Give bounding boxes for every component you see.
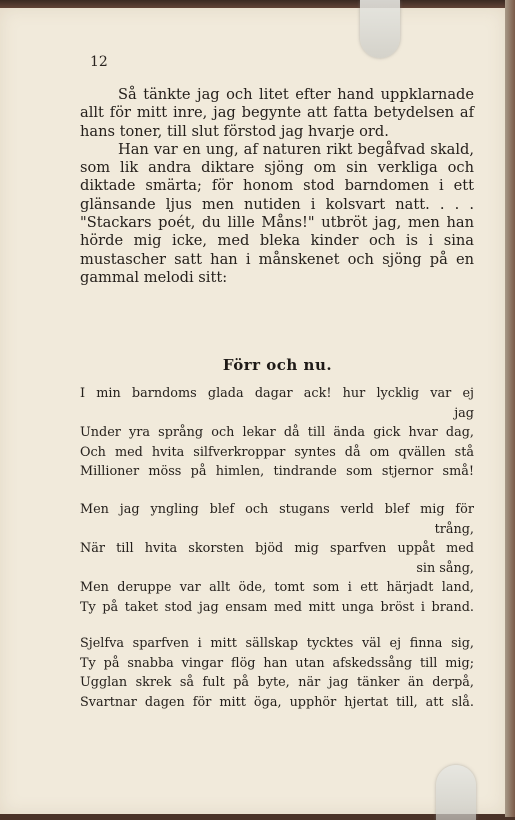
poem-stanza-2 (80, 500, 474, 618)
poem-line: trång, (434, 521, 474, 537)
poem-line: Ugglan skrek så fult på byte, när jag tänker än derpå, (80, 675, 474, 691)
poem-line: Svartnar dagen för mitt öga, upphör hjertat till, att slå. (80, 694, 474, 710)
prose-paragraph: Så tänkte jag och litet efter hand uppklarnade allt för mitt inre, jag begynte att fatta betydelsen af hans toner, till slut förstod jag hvarje ord. (80, 86, 474, 140)
poem-title: Förr och nu. (222, 356, 333, 374)
page-clip-bottom (436, 765, 476, 820)
poem-line: Och med hvita silfverkroppar syntes då om qvällen stå (80, 444, 474, 460)
poem-line: sin sång, (416, 560, 474, 576)
poem-line: Ty på taket stod jag ensam med mitt unga bröst i brand. (80, 599, 474, 615)
poem-line: Under yra språng och lekar då till ända gick hvar dag, (80, 425, 474, 441)
poem-line: Men jag yngling blef och stugans verld blef mig för (80, 502, 474, 517)
poem-line: När till hvita skorsten bjöd mig sparfven uppåt med (80, 541, 474, 557)
page-number: 12 (90, 54, 108, 70)
poem-stanza-3 (80, 634, 474, 712)
page-edge (505, 0, 515, 817)
prose-paragraph: Han var en ung, af naturen rikt begåfvad skald, som lik andra diktare sjöng om sin verkliga och diktade smärta; för honom stod barndomen i ett glänsande ljus men nutiden i kolsvart natt. . . . "Stackars poét, du lille Måns!" utbröt jag, men han hörde mig icke, med bleka kinder och is i sina mustascher satt han i månskenet och sjöng på en gammal melodi sitt: (80, 140, 474, 286)
poem-line: Men deruppe var allt öde, tomt som i ett härjadt land, (80, 580, 474, 596)
prose-body (80, 86, 474, 287)
poem-line: Ty på snabba vingar flög han utan afskedssång till mig; (80, 655, 474, 671)
poem-line: Sjelfva sparfven i mitt sällskap tycktes väl ej finna sig, (80, 636, 474, 651)
poem-line: jag (454, 405, 474, 421)
poem-line: Millioner möss på himlen, tindrande som stjernor små! (80, 464, 474, 480)
poem-line: I min barndoms glada dagar ack! hur lycklig var ej (80, 386, 474, 401)
page-clip-top (360, 0, 400, 58)
poem-stanza-1 (80, 384, 474, 482)
